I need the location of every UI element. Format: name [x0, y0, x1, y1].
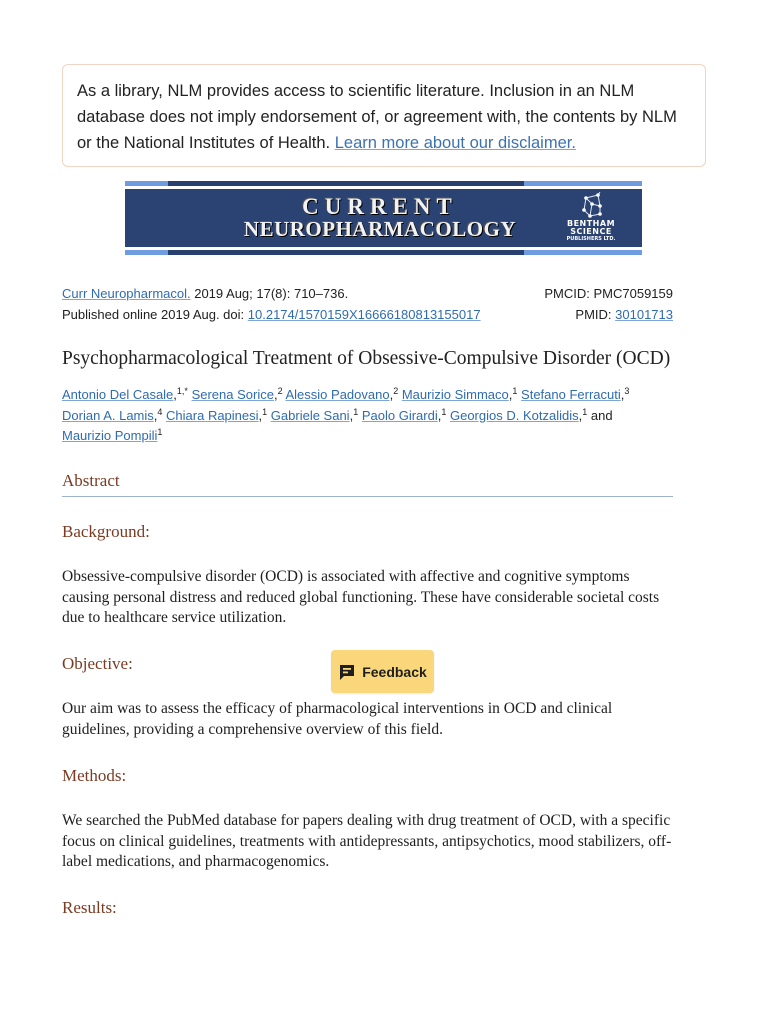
pmid-label: PMID:	[575, 307, 616, 322]
author-affiliation: 1	[353, 406, 359, 417]
journal-logo-title: CURRENT NEUROPHARMACOLOGY	[243, 194, 517, 241]
author-link[interactable]: Maurizio Pompili	[62, 428, 158, 443]
journal-link[interactable]: Curr Neuropharmacol.	[62, 286, 191, 301]
pmid	[575, 307, 673, 323]
journal-banner	[125, 181, 642, 256]
abstract-heading: Abstract	[62, 471, 120, 490]
author-affiliation: 1	[441, 406, 447, 417]
citation-row	[62, 286, 673, 302]
author-link[interactable]: Gabriele Sani	[270, 407, 350, 423]
author-link[interactable]: Chiara Rapinesi	[166, 407, 259, 423]
article-title: Psychopharmacological Treatment of Obsessive-Compulsive Disorder (OCD)	[62, 348, 671, 369]
published-online-label: Published online 2019 Aug. doi:	[62, 307, 248, 322]
author-affiliation: 3	[624, 386, 630, 396]
pmcid-label: PMCID: PMC7059159	[544, 286, 673, 301]
publisher-logo: BENTHAM SCIENCE PUBLISHERS LTD.	[561, 192, 621, 243]
disclaimer-box	[62, 64, 706, 167]
background-heading: Background:	[62, 522, 150, 541]
author-affiliation: 4	[157, 406, 163, 417]
author-affiliation: 1,*	[176, 386, 188, 396]
author-affiliation: 2	[277, 386, 283, 396]
objective-heading: Objective:	[62, 654, 133, 673]
author-affiliation: 1	[262, 406, 268, 417]
disclaimer-link[interactable]: Learn more about our disclaimer.	[334, 134, 576, 152]
author-link[interactable]: Georgios D. Kotzalidis	[449, 407, 579, 423]
publication-row	[62, 307, 673, 323]
pmid-link[interactable]: 30101713	[615, 307, 673, 322]
author-link[interactable]: Stefano Ferracuti	[521, 387, 621, 402]
author-link[interactable]: Serena Sorice	[191, 387, 274, 402]
methods-heading: Methods:	[62, 766, 127, 785]
feedback-button[interactable]	[331, 650, 434, 693]
banner-body	[125, 189, 642, 247]
methods-text: We searched the PubMed database for papers dealing with drug treatment of OCD, with a specific focus on clinical guidelines, treatments with antidepressants, antipsychotics, mood stabilizers, off-label medications, and pharmacogenomics.	[62, 812, 672, 870]
citation-issue: 2019 Aug; 17(8): 710–736.	[190, 286, 349, 301]
banner-stripe-bottom	[125, 250, 642, 255]
author-link[interactable]: Dorian A. Lamis	[62, 407, 154, 423]
feedback-chat-icon	[338, 663, 356, 681]
molecule-cube-icon	[576, 192, 606, 220]
disclaimer-text: As a library, NLM provides access to scientific literature. Inclusion in an NLM database does not imply endorsement of, or agreement with, the contents by NLM or the National Institutes of Health.	[77, 82, 677, 152]
author-list: Antonio Del Casale,$^{1,*}$ Serena Sorice,$^2$ Alessio Padovano,$^2$ Maurizio Simmaco,$^1$ Stefano Ferracuti,$^3$ Dorian A. Lamis,$^4$ Chiara Rapinesi,$^1$ Gabriele Sani,$^1$ Paolo Girardi,$^1$ Georgios D. Kotzalidis,$^1$ and Maurizio Pompili$^1$	[62, 386, 630, 443]
and-label: and	[590, 407, 613, 423]
banner-stripe-top	[125, 181, 642, 186]
author-link[interactable]: Paolo Girardi	[361, 407, 438, 423]
author-link[interactable]: Alessio Padovano	[285, 387, 390, 402]
doi-link[interactable]: 10.2174/1570159X16666180813155017	[247, 307, 481, 322]
background-text: Obsessive-compulsive disorder (OCD) is associated with affective and cognitive symptoms causing personal distress and reduced global functioning. These have considerable societal costs due to healthcare service utilization.	[62, 568, 660, 626]
author-link[interactable]: Maurizio Simmaco	[401, 387, 509, 402]
abstract-divider	[62, 496, 673, 497]
author-link[interactable]: Antonio Del Casale	[62, 387, 174, 402]
results-heading: Results:	[62, 898, 117, 917]
author-affiliation: 2	[393, 386, 399, 396]
author-affiliation: 1	[157, 427, 163, 437]
author-affiliation: 1	[512, 386, 518, 396]
feedback-label: Feedback	[362, 663, 427, 680]
objective-text: Our aim was to assess the efficacy of pharmacological interventions in OCD and clinical guidelines, providing a comprehensive overview of this field.	[62, 700, 613, 738]
author-affiliation: 1	[582, 406, 588, 417]
